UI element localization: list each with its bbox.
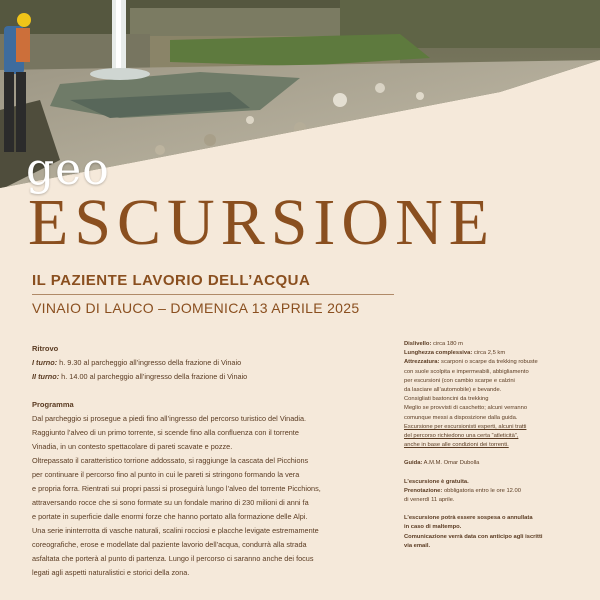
turno-1: I turno: h. 9.30 al parcheggio all’ingresso della frazione di Vinaio [32,358,242,367]
programma-line: Oltrepassato il caratteristico torrione addossato, si raggiunge la cascata del Picchions [32,456,309,465]
main-column [32,342,372,580]
programma-line: Vinadia, in un contesto spettacolare di pareti scavate e pozze. [32,442,233,451]
esperti-line: Escursione per escursionisti esperti, alcuni tratti [404,423,527,430]
prenotazione-line: di venerdì 11 aprile. [404,497,455,504]
gratuita: L’escursione è gratuita. [404,478,469,485]
sospesa-line: L’escursione potrà essere sospesa o annullata [404,515,533,522]
programma-line: asfaltata che porterà al punto di partenza. Lungo il percorso ci saranno anche dei focus [32,554,314,563]
esperti-line: del percorso richiedono una certa “atleticità”, [404,433,519,440]
attrezzatura-line: Consigliati bastoncini da trekking [404,396,489,403]
programma-line: attraversando rocce che si sono formate su un fondale marino di 230 milioni di anni fa [32,498,309,507]
programma-heading: Programma [32,400,74,409]
programma-line: legati agli aspetti naturalistici e storici della zona. [32,568,190,577]
attrezzatura-line: da lasciare all’automobile) e bevande. [404,387,502,394]
attrezzatura-line: Meglio se provvisti di caschetto; alcuni verranno [404,405,528,412]
divider [32,294,394,295]
programma-line: e propria forra. Rientrati sui propri passi si proseguirà lungo l’alveo del torrente Picchions, [32,484,321,493]
programma-line: Una serie ininterrotta di vasche naturali, scalini rocciosi e placche levigate estremamente [32,526,319,535]
programma-line: Raggiunto l’alveo di un primo torrente, si scende fino alla confluenza con il torrente [32,428,299,437]
programma-line: Dal parcheggio si prosegue a piedi fino all’ingresso del percorso turistico del Vinadia. [32,414,307,423]
attrezzatura-line: con suole scolpita e impermeabili, abbigliamento [404,368,529,375]
guida: Guida: A.M.M. Omar Dubolla [404,460,480,467]
info-column [404,340,594,551]
sospesa-line: via email. [404,542,431,549]
turno-2: II turno: h. 14.00 al parcheggio all’ingresso della frazione di Vinaio [32,372,248,381]
programma-text [32,412,372,580]
prenotazione: Prenotazione: obbligatoria entro le ore 12.00 [404,487,521,494]
lunghezza: Lunghezza complessiva: circa 2,5 km [404,350,506,357]
ritrovo-heading: Ritrovo [32,344,59,353]
attrezzatura-line: per escursioni (con cambio scarpe e calzini [404,377,515,384]
attrezzatura-line: comunque messi a disposizione dalla guida. [404,414,518,421]
esperti-line: anche in base alle condizioni dei torrenti. [404,442,509,449]
subtitle: IL PAZIENTE LAVORIO DELL’ACQUA [32,272,311,289]
sospesa-line: Comunicazione verrà data con anticipo agli iscritti [404,533,543,540]
page-title: ESCURSIONE [28,186,496,259]
programma-line: e portate in superficie dalle enormi forze che hanno portato alla formazione delle Alpi. [32,512,308,521]
attrezzatura: Attrezzatura: scarponi o scarpe da trekking robuste [404,359,538,366]
programma-line: per continuare il percorso fino al punto in cui le pareti si stringono formando la vera [32,470,300,479]
dislivello: Dislivello: circa 180 m [404,341,463,347]
geo-logo-text: geo [26,144,110,195]
programma-line: coreografiche, erose e modellate dal paziente lavorio dell’acqua, condurrà alla strada [32,540,307,549]
sospesa-line: in caso di maltempo. [404,524,462,531]
date-location: VINAIO DI LAUCO – DOMENICA 13 APRILE 2025 [32,300,360,316]
